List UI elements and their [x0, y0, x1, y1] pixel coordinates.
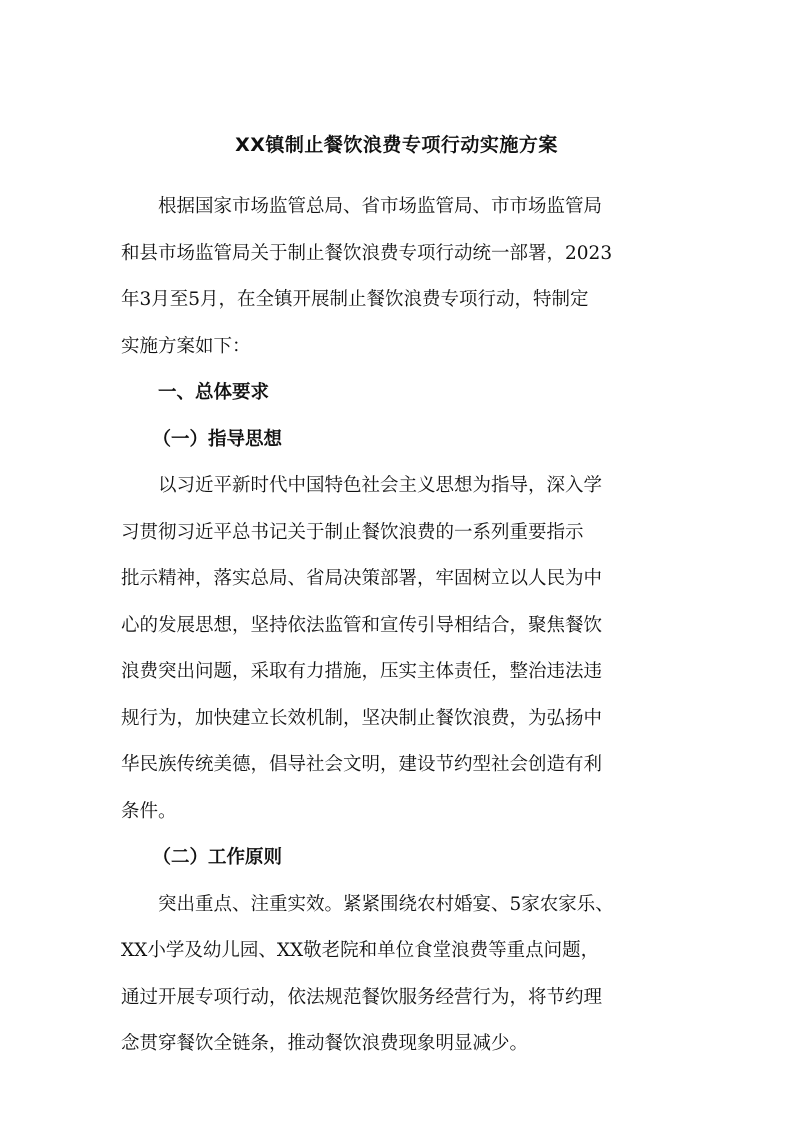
- guiding-line: 条件。: [121, 800, 177, 822]
- intro-line: 根据国家市场监管总局、省市场监管局、市市场监管局: [158, 196, 603, 217]
- intro-line: 年3月至5月，在全镇开展制止餐饮浪费专项行动，特制定: [121, 289, 589, 310]
- work-principles-paragraph: [121, 882, 677, 1068]
- section-heading-overall-requirements: 一、总体要求: [158, 382, 270, 403]
- guiding-line: 习贯彻习近平总书记关于制止餐饮浪费的一系列重要指示: [121, 521, 584, 543]
- document-title: XX镇制止餐饮浪费专项行动实施方案: [235, 134, 558, 156]
- guiding-thought-paragraph: [121, 463, 677, 835]
- document-body: [121, 184, 677, 1068]
- principle-line: 突出重点、注重实效。紧紧围绕农村婚宴、5家农家乐、: [158, 893, 614, 915]
- guiding-line: 心的发展思想，坚持依法监管和宣传引导相结合，聚焦餐饮: [121, 614, 603, 636]
- intro-paragraph: [121, 184, 677, 370]
- intro-line: 和县市场监管局关于制止餐饮浪费专项行动统一部署，2023: [121, 242, 613, 264]
- guiding-line: 以习近平新时代中国特色社会主义思想为指导，深入学: [158, 475, 603, 496]
- guiding-line: 华民族传统美德，倡导社会文明，建设节约型社会创造有利: [121, 754, 603, 775]
- guiding-line: 规行为，加快建立长效机制，坚决制止餐饮浪费，为弘扬中: [121, 707, 603, 729]
- principle-line: 念贯穿餐饮全链条，推动餐饮浪费现象明显减少。: [121, 1033, 529, 1054]
- guiding-line: 浪费突出问题，采取有力措施，压实主体责任，整治违法违: [121, 661, 603, 682]
- principle-line: XX小学及幼儿园、XX敬老院和单位食堂浪费等重点问题，: [121, 940, 600, 961]
- subsection-heading-work-principles: （二）工作原则: [152, 847, 282, 868]
- intro-line: 实施方案如下：: [121, 335, 251, 357]
- subsection-heading-guiding-thought: （一）指导思想: [152, 428, 282, 450]
- principle-line: 通过开展专项行动，依法规范餐饮服务经营行为，将节约理: [121, 986, 603, 1008]
- guiding-line: 批示精神，落实总局、省局决策部署，牢固树立以人民为中: [121, 568, 603, 589]
